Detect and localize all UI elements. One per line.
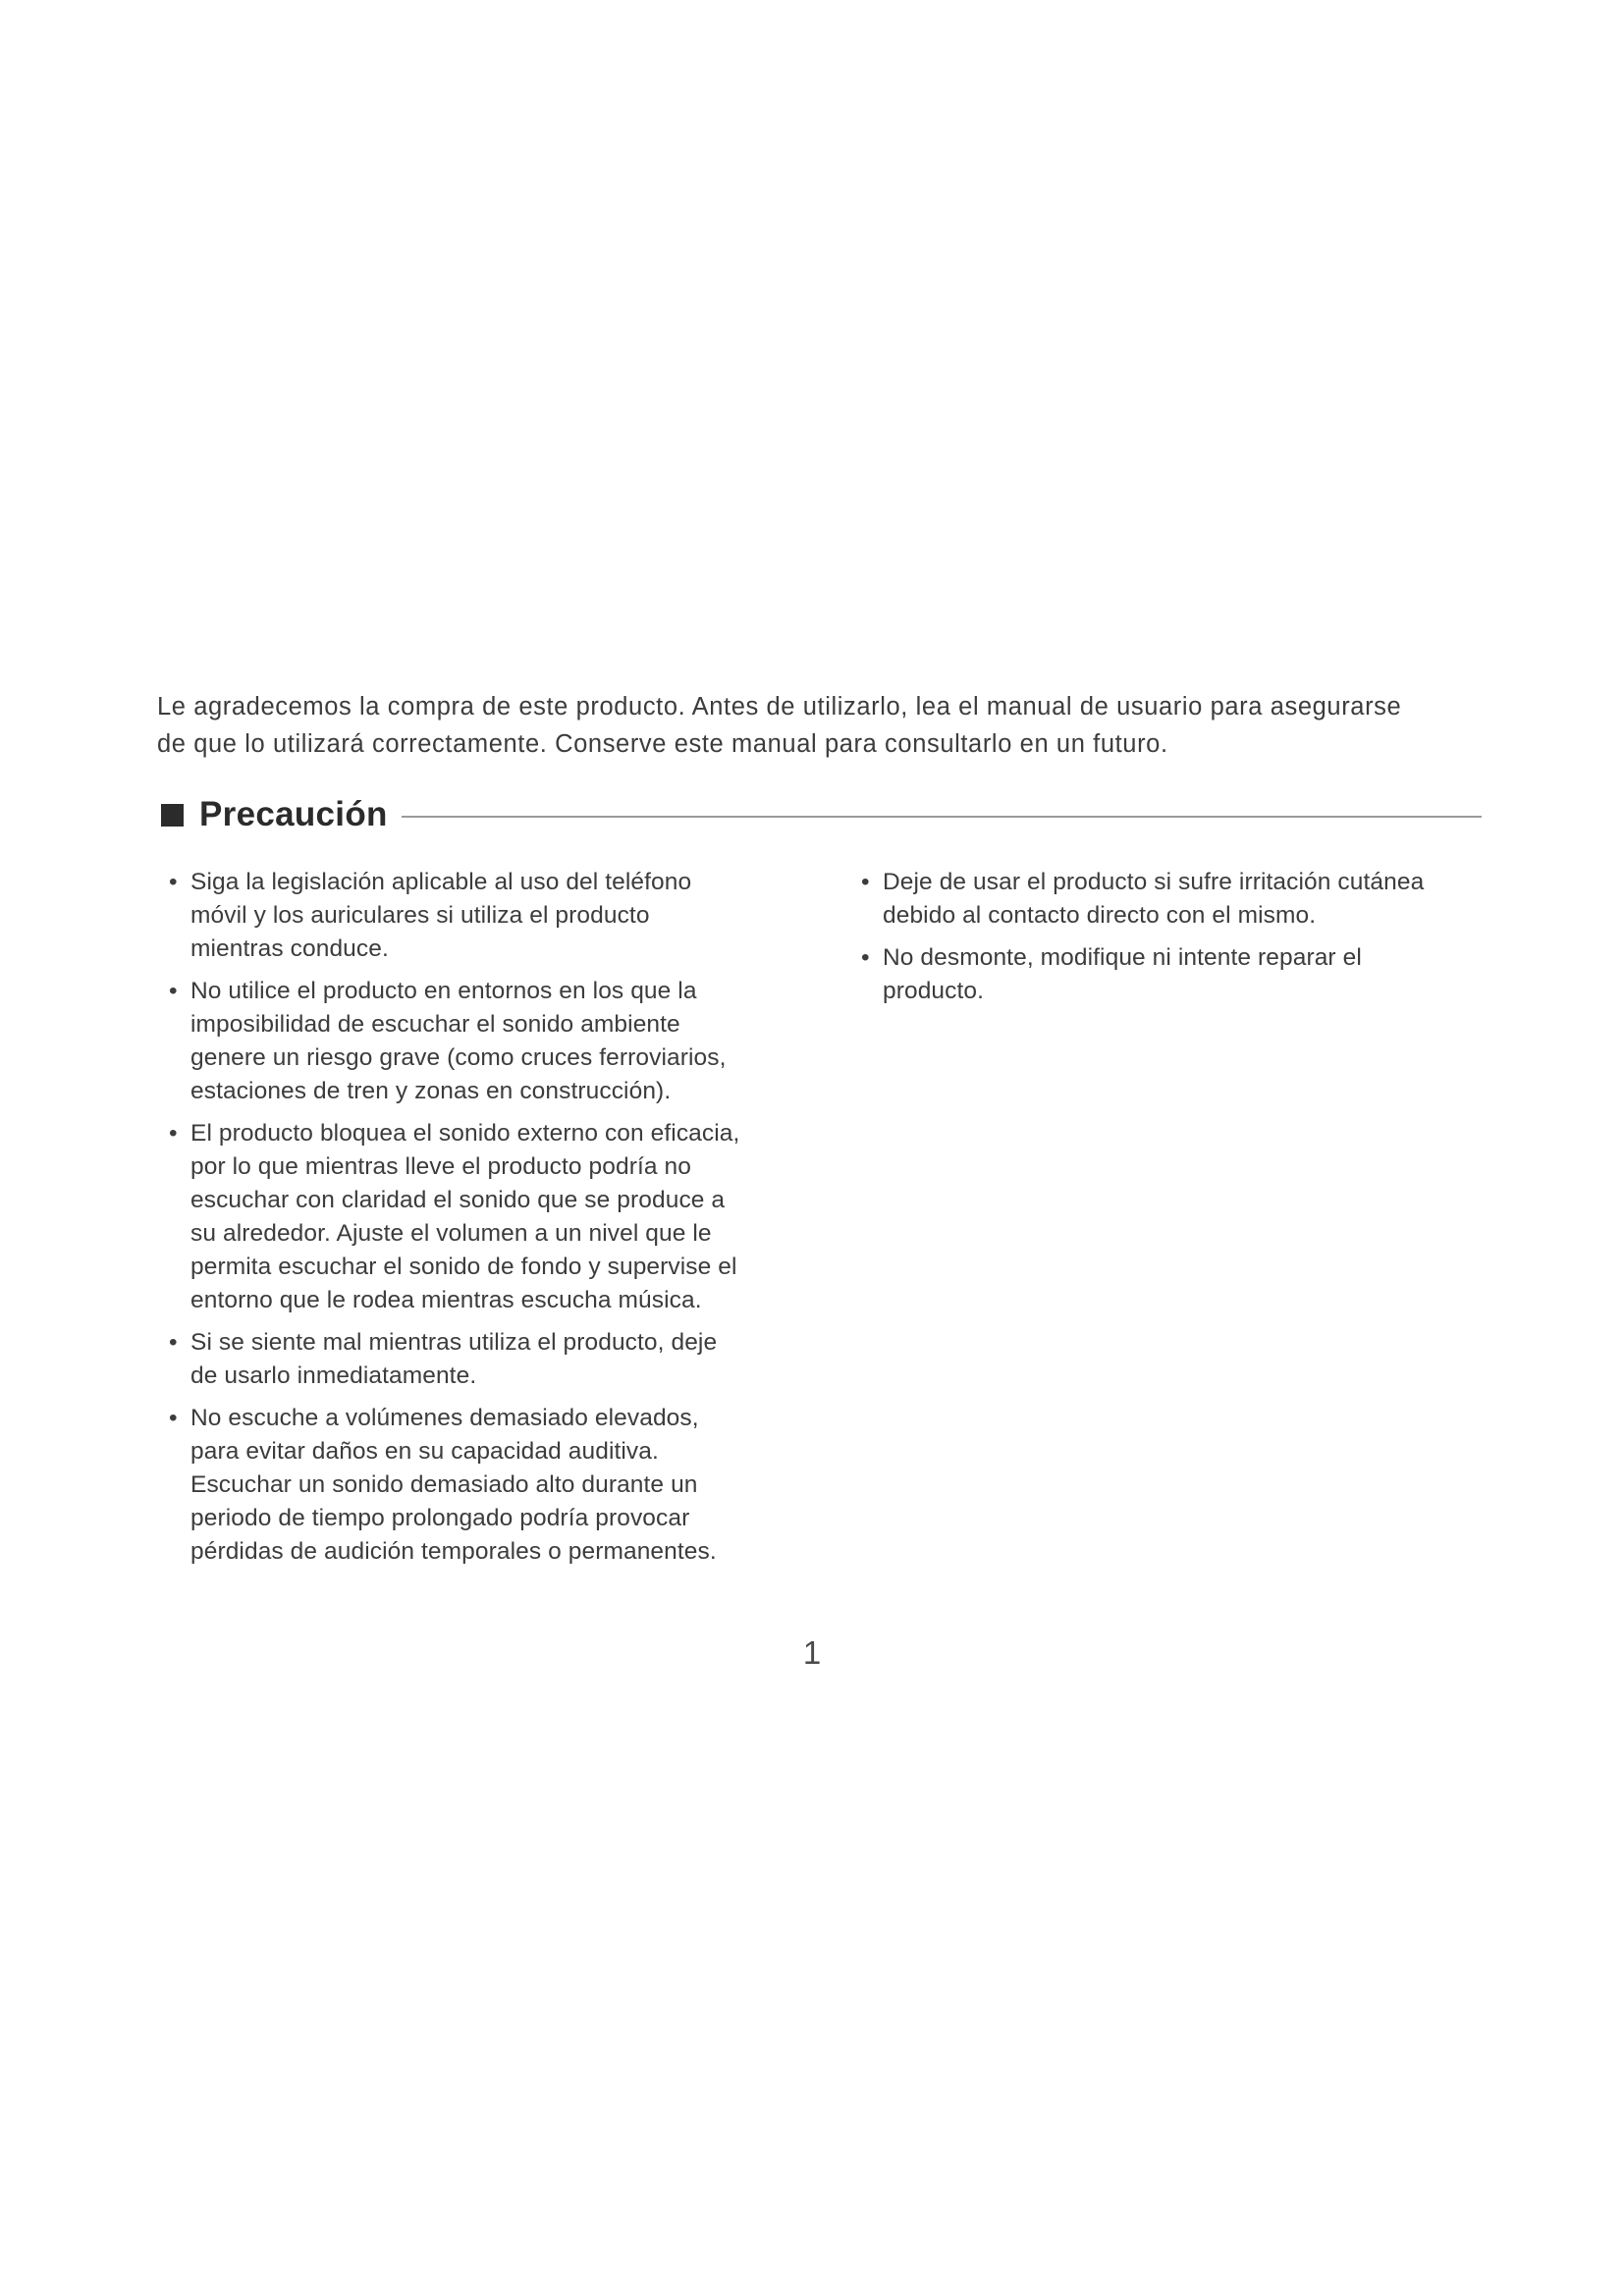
intro-line: Le agradecemos la compra de este producto. Antes de utilizarlo, lea el manual de usuario para asegurarse: [157, 693, 1402, 721]
caution-text-line: estaciones de tren y zonas en construcción).: [190, 1078, 672, 1104]
caution-text-line: pérdidas de audición temporales o permanentes.: [190, 1538, 717, 1565]
caution-text-line: escuchar con claridad el sonido que se produce a: [190, 1187, 726, 1213]
caution-text-line: permita escuchar el sonido de fondo y supervise el: [190, 1254, 737, 1280]
caution-text-line: imposibilidad de escuchar el sonido ambiente: [190, 1011, 680, 1038]
caution-text-line: producto.: [883, 978, 985, 1004]
caution-text-line: debido al contacto directo con el mismo.: [883, 902, 1317, 929]
bullet-icon: •: [861, 944, 870, 971]
bullet-icon: •: [169, 978, 178, 1004]
caution-text-line: No escuche a volúmenes demasiado elevados,: [190, 1405, 699, 1431]
caution-text-line: Si se siente mal mientras utiliza el producto, deje: [190, 1329, 718, 1356]
bullet-icon: •: [169, 869, 178, 895]
caution-item: [167, 866, 805, 966]
caution-text-line: Escuchar un sonido demasiado alto durante un: [190, 1471, 698, 1498]
intro-line: de que lo utilizará correctamente. Conserve este manual para consultarlo en un futuro.: [157, 730, 1168, 758]
caution-section-header: [161, 790, 1482, 839]
section-divider: [402, 816, 1482, 818]
caution-text-line: No desmonte, modifique ni intente reparar el: [883, 944, 1362, 971]
caution-item: [859, 941, 1507, 1008]
intro-paragraph: [157, 688, 1492, 763]
caution-text-line: por lo que mientras lleve el producto podría no: [190, 1153, 691, 1180]
caution-text-line: No utilice el producto en entornos en los que la: [190, 978, 697, 1004]
square-bullet-icon: [161, 804, 184, 827]
caution-text-line: Deje de usar el producto si sufre irritación cutánea: [883, 869, 1425, 895]
page-number: 1: [802, 1634, 822, 1671]
caution-text-line: móvil y los auriculares si utiliza el producto: [190, 902, 650, 929]
caution-list-right: [859, 866, 1507, 1017]
caution-text-line: de usarlo inmediatamente.: [190, 1362, 477, 1389]
bullet-icon: •: [169, 1329, 178, 1356]
bullet-icon: •: [861, 869, 870, 895]
caution-item: [167, 1326, 805, 1393]
caution-text-line: periodo de tiempo prolongado podría provocar: [190, 1505, 690, 1531]
caution-text-line: su alrededor. Ajuste el volumen a un nivel que le: [190, 1220, 712, 1247]
caution-text-line: mientras conduce.: [190, 935, 389, 962]
bullet-icon: •: [169, 1405, 178, 1431]
caution-text-line: entorno que le rodea mientras escucha música.: [190, 1287, 702, 1313]
caution-item: [167, 1117, 805, 1317]
bullet-icon: •: [169, 1120, 178, 1147]
caution-item: [859, 866, 1507, 933]
caution-text-line: Siga la legislación aplicable al uso del teléfono: [190, 869, 692, 895]
caution-item: [167, 1402, 805, 1569]
section-title: Precaución: [199, 795, 388, 833]
caution-text-line: para evitar daños en su capacidad auditiva.: [190, 1438, 659, 1465]
caution-text-line: genere un riesgo grave (como cruces ferroviarios,: [190, 1044, 727, 1071]
caution-list-left: [167, 866, 805, 1577]
caution-item: [167, 975, 805, 1108]
caution-text-line: El producto bloquea el sonido externo con eficacia,: [190, 1120, 740, 1147]
